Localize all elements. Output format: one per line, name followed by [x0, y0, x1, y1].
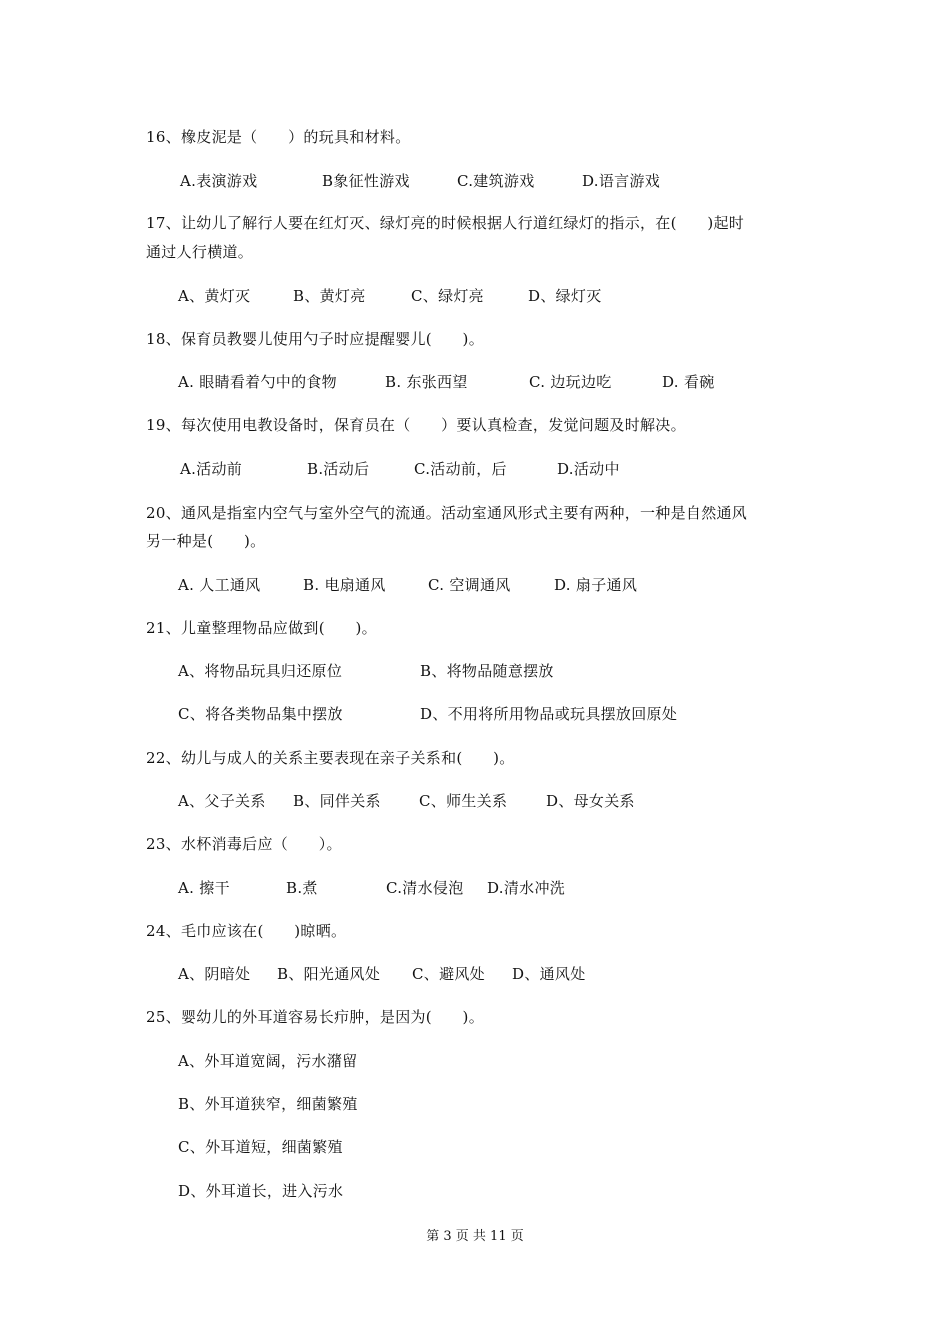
question-17-option-b: B、黄灯亮 [293, 287, 366, 305]
question-23-option-c: C.清水侵泡 [386, 879, 464, 897]
question-16-stem: 16、橡皮泥是（ ）的玩具和材料。 [146, 128, 411, 146]
question-25-option-b: B、外耳道狭窄，细菌繁殖 [178, 1095, 358, 1113]
question-22-option-c: C、师生关系 [419, 792, 508, 810]
question-16-option-a: A.表演游戏 [180, 172, 258, 190]
question-20-stem-line-2: 另一种是( )。 [146, 532, 266, 550]
question-18-option-b: B. 东张西望 [385, 373, 468, 391]
question-21-option-c: C、将各类物品集中摆放 [178, 705, 343, 723]
question-20-option-d: D. 扇子通风 [554, 576, 638, 594]
question-24-option-c: C、避风处 [412, 965, 485, 983]
question-25-option-d: D、外耳道长，进入污水 [178, 1182, 344, 1200]
question-24-stem: 24、毛巾应该在( )晾晒。 [146, 922, 347, 940]
question-20-option-b: B. 电扇通风 [303, 576, 386, 594]
question-23-option-a: A. 擦干 [178, 879, 230, 897]
question-23-stem: 23、水杯消毒后应（ ）。 [146, 835, 342, 853]
question-23-option-b: B.煮 [286, 879, 318, 897]
question-24-option-d: D、通风处 [512, 965, 586, 983]
question-19-option-d: D.活动中 [557, 460, 620, 478]
question-22-option-b: B、同伴关系 [293, 792, 381, 810]
question-19-stem: 19、每次使用电教设备时，保育员在（ ）要认真检查，发觉问题及时解决。 [146, 416, 686, 434]
question-22-stem: 22、幼儿与成人的关系主要表现在亲子关系和( )。 [146, 749, 515, 767]
question-21-option-a: A、将物品玩具归还原位 [178, 662, 343, 680]
question-24-option-b: B、阳光通风处 [277, 965, 381, 983]
question-18-stem: 18、保育员教婴儿使用勺子时应提醒婴儿( )。 [146, 330, 484, 348]
question-25-stem: 25、婴幼儿的外耳道容易长疖肿，是因为( )。 [146, 1008, 484, 1026]
question-17-option-d: D、绿灯灭 [528, 287, 602, 305]
question-18-option-c: C. 边玩边吃 [529, 373, 612, 391]
question-19-option-c: C.活动前，后 [414, 460, 507, 478]
question-17-option-a: A、黄灯灭 [178, 287, 251, 305]
question-22-option-d: D、母女关系 [546, 792, 635, 810]
question-17-option-c: C、绿灯亮 [411, 287, 484, 305]
question-22-option-a: A、父子关系 [178, 792, 266, 810]
question-25-option-c: C、外耳道短，细菌繁殖 [178, 1138, 343, 1156]
question-16-option-b: B象征性游戏 [322, 172, 410, 190]
question-21-stem: 21、儿童整理物品应做到( )。 [146, 619, 377, 637]
question-20-option-a: A. 人工通风 [178, 576, 261, 594]
question-25-option-a: A、外耳道宽阔，污水潴留 [178, 1052, 358, 1070]
question-23-option-d: D.清水冲洗 [487, 879, 566, 897]
question-19-option-b: B.活动后 [307, 460, 370, 478]
question-17-stem-line-1: 17、让幼儿了解行人要在红灯灭、绿灯亮的时候根据人行道红绿灯的指示，在( )起时 [146, 214, 745, 232]
page-number-footer: 第 3 页 共 11 页 [426, 1229, 524, 1244]
question-20-option-c: C. 空调通风 [428, 576, 511, 594]
question-16-option-d: D.语言游戏 [582, 172, 661, 190]
question-21-option-d: D、不用将所用物品或玩具摆放回原处 [420, 705, 678, 723]
question-21-option-b: B、将物品随意摆放 [420, 662, 554, 680]
question-16-option-c: C.建筑游戏 [457, 172, 535, 190]
question-19-option-a: A.活动前 [180, 460, 243, 478]
question-17-stem-line-2: 通过人行横道。 [146, 243, 254, 261]
question-24-option-a: A、阴暗处 [178, 965, 251, 983]
question-18-option-a: A. 眼睛看着勺中的食物 [178, 373, 337, 391]
question-18-option-d: D. 看碗 [662, 373, 715, 391]
question-20-stem-line-1: 20、通风是指室内空气与室外空气的流通。活动室通风形式主要有两种，一种是自然通风 [146, 504, 748, 522]
